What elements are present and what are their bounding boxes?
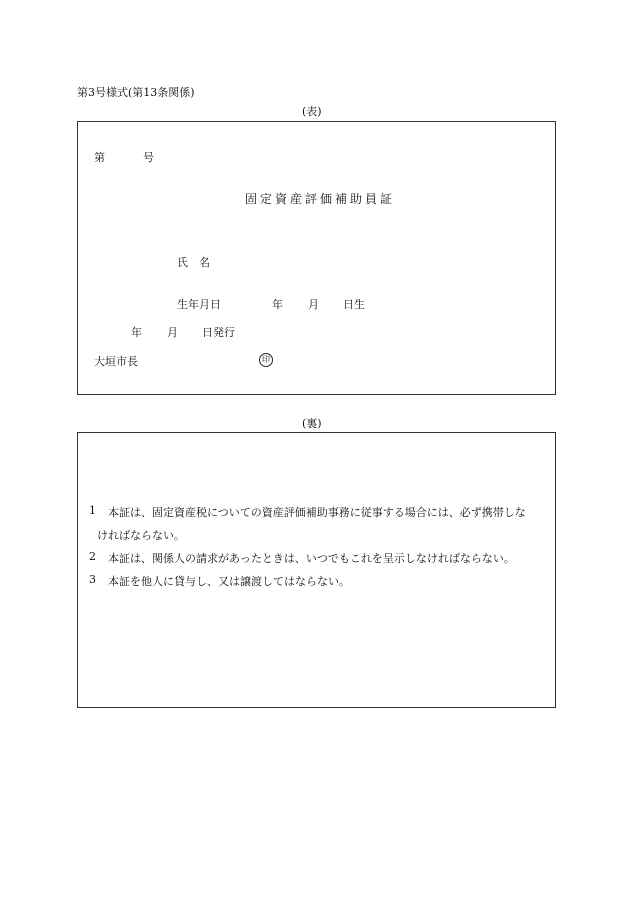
card-title: 固定資産評価補助員証 bbox=[245, 192, 396, 206]
issue-year: 年 bbox=[131, 326, 142, 339]
item-2-text: 本証は、関係人の請求があったときは、いつでもこれを呈示しなければならない。 bbox=[108, 552, 515, 565]
item-3-number: 3 bbox=[89, 573, 96, 586]
item-3-text: 本証を他人に貸与し、又は譲渡してはならない。 bbox=[108, 575, 350, 588]
issue-month: 月 bbox=[167, 326, 178, 339]
issuer: 大垣市長 bbox=[94, 355, 138, 368]
birth-day-suffix: 日生 bbox=[343, 298, 365, 311]
item-1-text-continued: ければならない。 bbox=[97, 529, 185, 542]
front-card bbox=[77, 121, 556, 395]
birth-year: 年 bbox=[272, 298, 283, 311]
item-1-number: 1 bbox=[89, 504, 96, 517]
back-side-label: (裏) bbox=[302, 417, 322, 430]
item-2-number: 2 bbox=[89, 550, 96, 563]
birth-month: 月 bbox=[308, 298, 319, 311]
item-1-text: 本証は、固定資産税についての資産評価補助事務に従事する場合には、必ず携帯しな bbox=[108, 506, 526, 519]
form-label: 第3号様式(第13条関係) bbox=[77, 86, 195, 99]
issue-day-suffix: 日発行 bbox=[202, 326, 235, 339]
number-suffix: 号 bbox=[143, 151, 154, 164]
front-side-label: (表) bbox=[302, 105, 322, 118]
number-prefix: 第 bbox=[94, 151, 105, 164]
seal-mark: 印 bbox=[259, 353, 273, 367]
birth-label: 生年月日 bbox=[177, 298, 221, 311]
name-label: 氏 名 bbox=[177, 256, 210, 269]
back-card bbox=[77, 432, 556, 708]
